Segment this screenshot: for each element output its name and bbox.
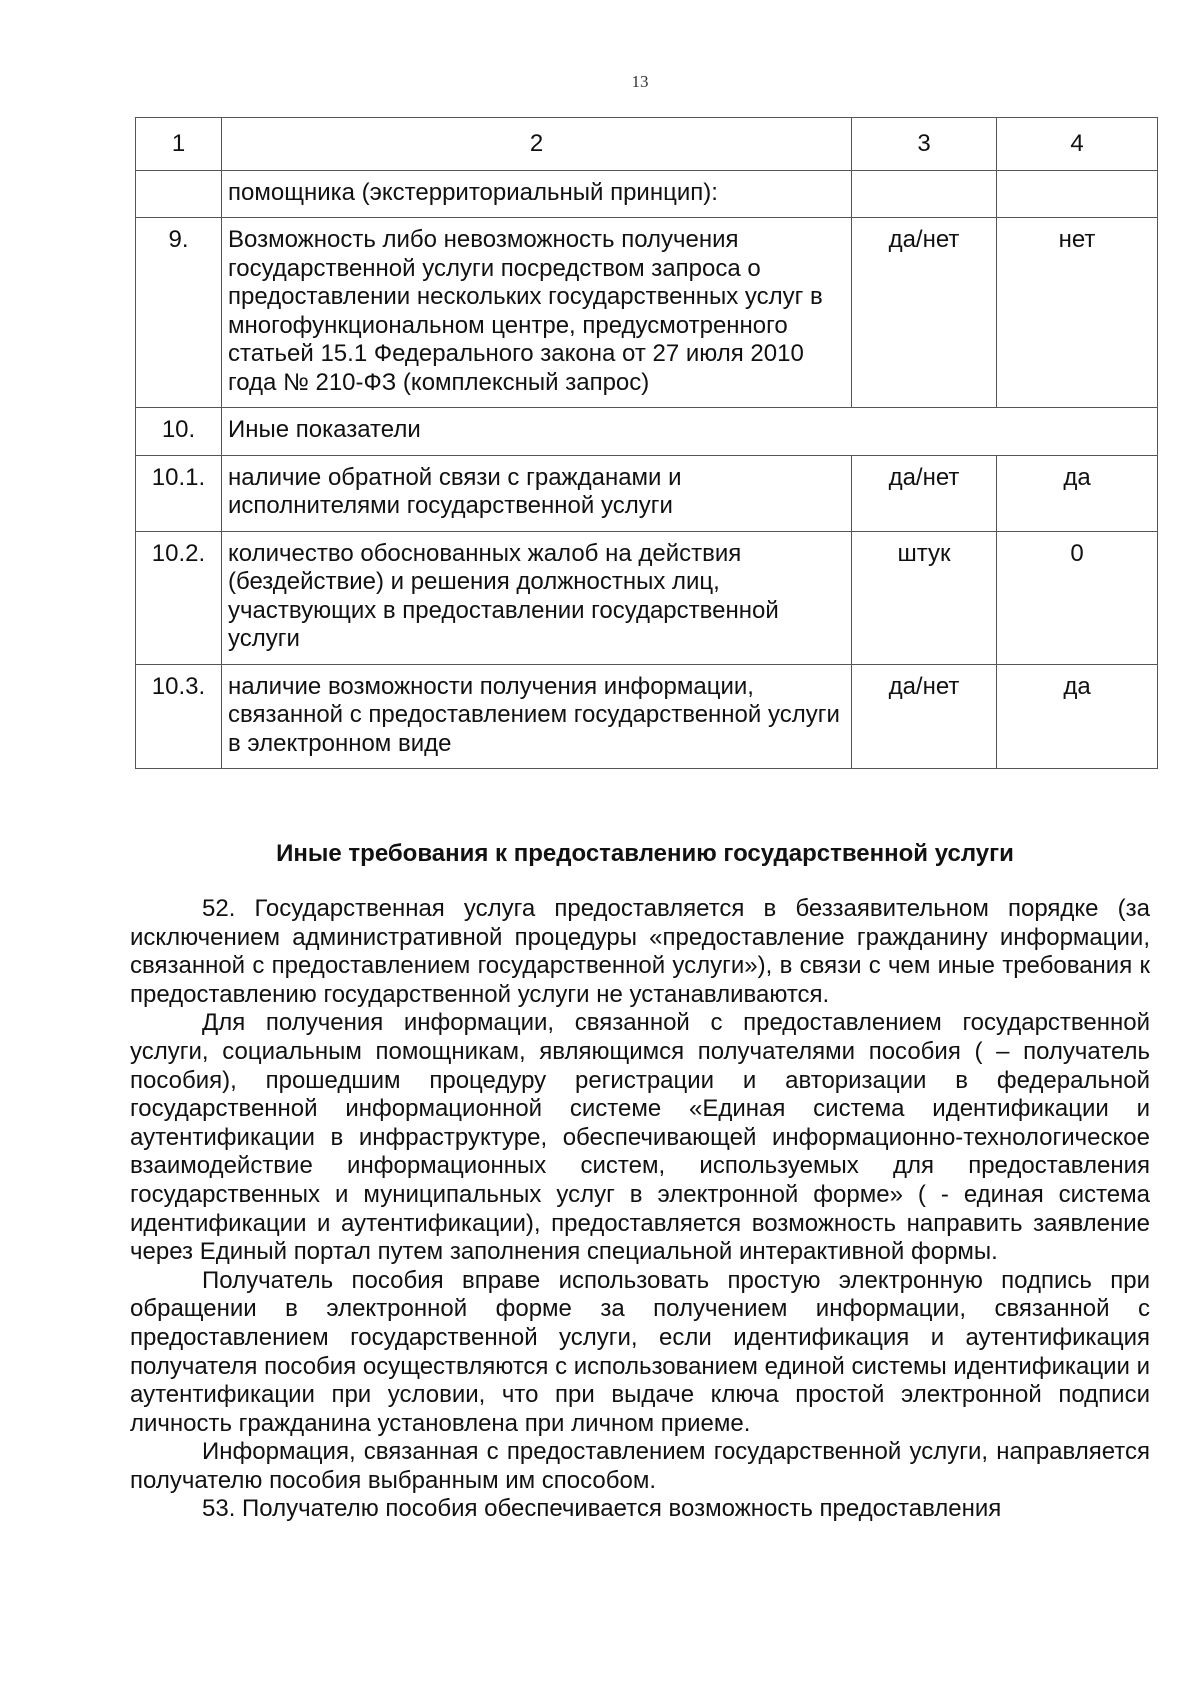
paragraph: 52. Государственная услуга предоставляется в беззаявительном порядке (за исключением административной процедуры «предоставление гражданину информации, связанной с предоставлением государственной услуги»), в связи с чем иные требования к предоставлению государственной услуги не устанавливаются. [130,895,1150,1008]
header-cell-2: 2 [222,118,852,171]
row-number: 10. [136,408,222,456]
table-row [136,408,1158,456]
row-text: помощника (экстерриториальный принцип): [222,170,852,218]
row-text: Возможность либо невозможность получения государственной услуги посредством запроса о предоставлении нескольких государственных услуг в многофункциональном центре, предусмотренного статьей 15.1 Федерального закона от 27 июля 2010 года № 210-ФЗ (комплексный запрос) [222,218,852,408]
header-cell-3: 3 [852,118,997,171]
indicators-table [135,117,1158,769]
row-value: да [997,455,1158,531]
paragraph: Информация, связанная с предоставлением государственной услуги, направляется получателю пособия выбранным им способом. [130,1438,1150,1494]
row-value [997,170,1158,218]
row-unit [852,170,997,218]
row-value: нет [997,218,1158,408]
row-unit: да/нет [852,218,997,408]
header-cell-4: 4 [997,118,1158,171]
table-header-row [136,118,1158,171]
section-title: Иные требования к предоставлению государственной услуги [276,840,1014,867]
row-unit: штук [852,531,997,664]
row-value: 0 [997,531,1158,664]
paragraph: Для получения информации, связанной с предоставлением государственной услуги, социальным помощникам, являющимся получателями пособия ( – получатель пособия), прошедшим процедуру регистрации и авторизации в федеральной государственной информационной системе «Единая система идентификации и аутентификации в инфраструктуре, обеспечивающей информационно-технологическое взаимодействие информационных систем, используемых для предоставления государственных и муниципальных услуг в электронной форме» ( - единая система идентификации и аутентификации), предоставляется возможность направить заявление через Единый портал путем заполнения специальной интерактивной формы. [130,1009,1150,1266]
table-row [136,531,1158,664]
header-cell-1: 1 [136,118,222,171]
row-number: 10.3. [136,664,222,769]
paragraph: 53. Получателю пособия обеспечивается возможность предоставления [202,1495,1002,1523]
table-row [136,664,1158,769]
body-text [130,895,1150,1524]
table-row [136,218,1158,408]
row-number: 10.2. [136,531,222,664]
row-unit: да/нет [852,664,997,769]
row-number: 9. [136,218,222,408]
row-number [136,170,222,218]
row-unit: да/нет [852,455,997,531]
row-text: наличие возможности получения информации, связанной с предоставлением государственной услуги в электронном виде [222,664,852,769]
row-value: да [997,664,1158,769]
paragraph: Получатель пособия вправе использовать простую электронную подпись при обращении в электронной форме за получением информации, связанной с предоставлением государственной услуги, если идентификация и аутентификация получателя пособия осуществляются с использованием единой системы идентификации и аутентификации при условии, что при выдаче ключа простой электронной подписи личность гражданина установлена при личном приеме. [130,1266,1150,1437]
page-number: 13 [631,72,649,91]
row-text: Иные показатели [222,408,1158,456]
table-row [136,170,1158,218]
row-text: количество обоснованных жалоб на действия (бездействие) и решения должностных лиц, участвующих в предоставлении государственной услуги [222,531,852,664]
table-row [136,455,1158,531]
row-text: наличие обратной связи с гражданами и исполнителями государственной услуги [222,455,852,531]
row-number: 10.1. [136,455,222,531]
